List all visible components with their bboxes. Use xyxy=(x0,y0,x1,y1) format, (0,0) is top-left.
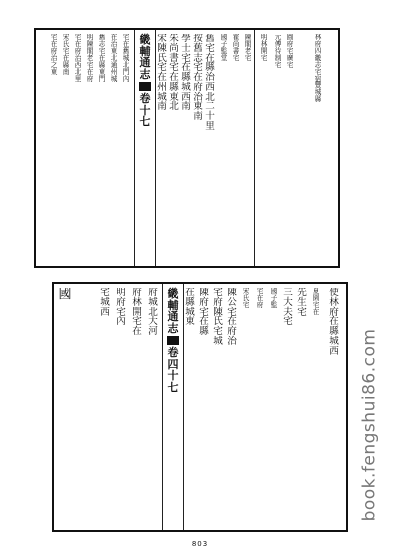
text-column-wrap xyxy=(96,34,108,262)
banner-volume: 卷 十 七 xyxy=(139,92,151,129)
text-column: 在 縣 城 東 xyxy=(185,288,195,328)
text-column-wrap xyxy=(98,288,112,526)
text-column-wrap xyxy=(204,34,216,262)
text-column: 明 府 宅 內 xyxy=(116,288,126,328)
text-column: 夏 園 宅 在 xyxy=(312,288,320,316)
text-column-wrap xyxy=(272,34,284,262)
text-column-wrap xyxy=(296,288,308,526)
text-column-wrap xyxy=(212,288,224,526)
text-column: 明 林 開 宅 xyxy=(260,34,268,62)
text-column-wrap xyxy=(324,288,344,526)
text-column: 先 生 宅 xyxy=(297,288,307,318)
text-column-wrap xyxy=(242,34,254,262)
text-column: 府 城 北 大 河 xyxy=(148,288,158,338)
text-column-wrap xyxy=(130,288,144,526)
watermark xyxy=(354,300,384,550)
text-column: 朱 尚 書 宅 在 縣 東 北 xyxy=(169,34,179,113)
text-column: 學 士 宅 在 縣 城 西 南 xyxy=(181,34,191,113)
text-column: 舊 志 宅 在 縣 東 門 xyxy=(98,34,106,83)
text-column-wrap xyxy=(180,34,192,262)
text-column-wrap xyxy=(58,288,72,526)
watermark-text: book.fengshui86.com xyxy=(359,328,380,522)
text-column: 舊 宅 在 縣 治 西 北 二 十 里 xyxy=(205,34,215,133)
text-column: 宅 在 府 治 西 北 里 xyxy=(74,34,82,83)
text-column: 陳 府 宅 在 縣 xyxy=(199,288,209,338)
text-column: 霍 尚 書 宅 xyxy=(232,34,240,62)
text-column: 陳 公 宅 在 府 治 xyxy=(227,288,237,347)
top-right-column-group xyxy=(298,34,338,262)
top-text-frame xyxy=(34,28,340,268)
text-column-wrap xyxy=(84,34,96,262)
text-column: 國 子 監 xyxy=(270,288,278,309)
text-column-wrap xyxy=(284,34,296,262)
text-column-wrap xyxy=(184,288,196,526)
text-column-wrap xyxy=(254,288,266,526)
text-column: 宋 氏 宅 在 縣 南 xyxy=(62,34,70,76)
banner-title: 畿 輔 通 志 xyxy=(167,287,179,335)
text-column-wrap xyxy=(310,288,322,526)
banner-volume: 卷 四 十 七 xyxy=(167,346,179,394)
text-column: 圓 府 宅 廣 宅 xyxy=(286,34,294,69)
text-column: 使 林 府 在 縣 城 西 xyxy=(329,288,339,357)
text-column-wrap xyxy=(114,288,128,526)
text-column-wrap xyxy=(168,34,180,262)
text-column-wrap xyxy=(258,34,270,262)
text-column: 府 林 開 宅 在 xyxy=(132,288,142,338)
center-banner xyxy=(134,30,156,266)
text-column: 林 府 四 畿 志 宅 宿 豐 城 縣 xyxy=(314,34,322,104)
text-column: 宋 氏 宅 xyxy=(242,288,250,309)
text-column: 宅 在 府 治 之 東 xyxy=(50,34,58,76)
text-column: 元 傅 待 制 宅 xyxy=(274,34,282,69)
text-column: 宅 城 西 xyxy=(100,288,110,318)
text-column-wrap xyxy=(226,288,238,526)
text-column: 宋 陳 氏 宅 在 州 城 南 xyxy=(157,34,167,113)
text-column-wrap xyxy=(240,288,252,526)
text-column: 宅 在 舊 城 北 門 內 xyxy=(122,34,130,83)
text-column-wrap xyxy=(230,34,242,262)
text-column-wrap xyxy=(218,34,230,262)
center-banner xyxy=(162,284,184,530)
text-column: 宅 府 陳 氏 宅 城 xyxy=(213,288,223,347)
banner-title: 畿 輔 通 志 xyxy=(139,33,151,81)
column-rule xyxy=(254,30,255,266)
text-column-wrap xyxy=(282,288,294,526)
text-column-wrap xyxy=(268,288,280,526)
text-column-wrap xyxy=(146,288,160,526)
banner-fishtail-block xyxy=(167,336,179,345)
text-column: 明 陳 閣 老 宅 在 府 xyxy=(86,34,94,83)
text-column: 宅 在 府 xyxy=(256,288,264,309)
page-number: 803 xyxy=(191,540,209,548)
text-column-wrap xyxy=(48,34,60,262)
text-column-wrap xyxy=(60,34,72,262)
text-column-wrap xyxy=(108,34,120,262)
text-column: 按 舊 志 宅 在 府 治 東 南 xyxy=(193,34,203,123)
text-column: 國 子 監 堂 xyxy=(220,34,228,62)
text-column: 三 大 夫 宅 xyxy=(283,288,293,328)
banner-fishtail-block xyxy=(139,82,151,91)
text-column-wrap xyxy=(198,288,210,526)
text-column-wrap xyxy=(120,34,132,262)
text-column: 陳 閣 老 宅 xyxy=(244,34,252,62)
text-column-wrap xyxy=(192,34,204,262)
text-column: 國 xyxy=(58,288,72,302)
text-column: 在 治 東 北 通 州 城 xyxy=(110,34,118,83)
text-column-wrap xyxy=(72,34,84,262)
bottom-text-frame xyxy=(52,282,348,532)
text-column-wrap xyxy=(156,34,168,262)
